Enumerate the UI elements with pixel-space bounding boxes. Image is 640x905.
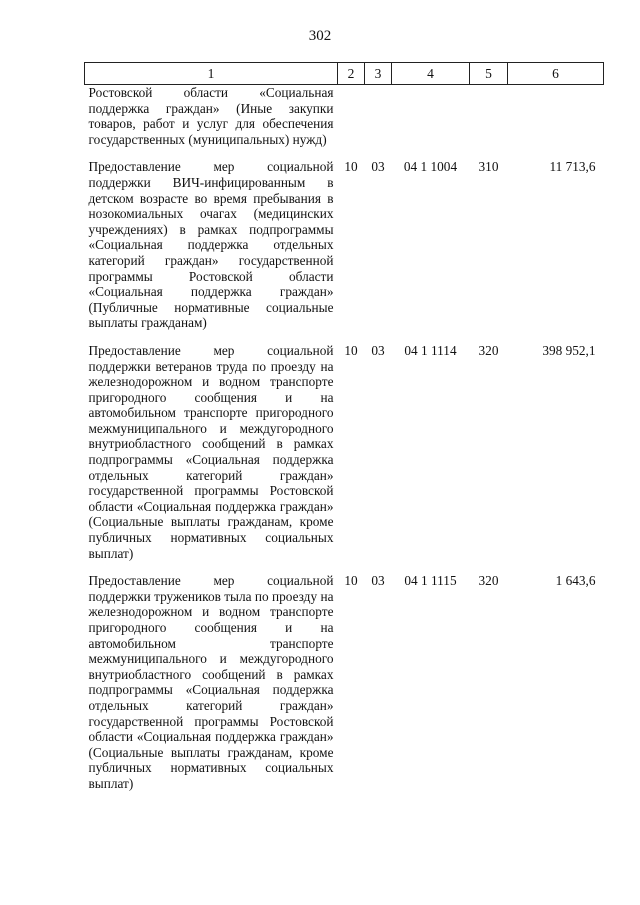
row-section — [338, 85, 365, 158]
row-subsection: 03 — [371, 159, 385, 175]
row-amount: 398 952,1 — [542, 342, 596, 358]
header-col-1: 1 — [85, 63, 338, 85]
header-col-2: 2 — [338, 63, 365, 85]
row-amount — [508, 85, 604, 158]
budget-table — [84, 62, 604, 802]
row-name: Предоставление мер социальной поддержки тружеников тыла по проезду на железнодорожном и водном транспорте пригородного сообщения и на автомобильном транспорте межмуниципального и междугородного внутриобластного сообщений в рамках подпрограммы «Социальная поддержка отдельных категорий граждан» государственной программы Ростовской области «Социальная поддержка граждан» (Социальные выплаты гражданам, кроме публичных нормативных социальных выплат) — [88, 573, 334, 791]
table-row — [85, 571, 604, 801]
table-header-row — [85, 63, 604, 85]
row-section: 10 — [344, 342, 358, 358]
row-expense-type — [470, 85, 508, 158]
row-section: 10 — [344, 573, 358, 589]
row-target-article — [392, 85, 470, 158]
row-name: Предоставление мер социальной поддержки ветеранов труда по проезду на железнодорожном и водном транспорте пригородного сообщения и на автомобильном транспорте пригородного межмуниципального и междугородного внутриобластного сообщений в рамках подпрограммы «Социальная поддержка отдельных категорий граждан» государственной программы Ростовской области «Социальная поддержка граждан» (Социальные выплаты гражданам, кроме публичных нормативных социальных выплат) — [88, 342, 334, 561]
row-expense-type: 310 — [478, 159, 499, 175]
row-subsection: 03 — [371, 573, 385, 589]
row-target-article: 04 1 1114 — [404, 342, 457, 358]
row-subsection — [365, 85, 392, 158]
header-col-4: 4 — [392, 63, 470, 85]
table-row — [85, 341, 604, 571]
row-expense-type: 320 — [478, 342, 499, 358]
page-number: 302 — [308, 28, 332, 44]
row-target-article: 04 1 1115 — [404, 573, 457, 589]
row-name: Ростовской области «Социальная поддержка граждан» (Иные закупки товаров, работ и услуг для обеспечения государственных (муниципальных) нужд) — [88, 85, 334, 147]
header-col-5: 5 — [470, 63, 508, 85]
row-amount: 11 713,6 — [549, 159, 596, 175]
row-expense-type: 320 — [478, 573, 499, 589]
row-section: 10 — [344, 159, 358, 175]
row-amount: 1 643,6 — [555, 573, 596, 589]
table-row — [85, 85, 604, 158]
header-col-6: 6 — [508, 63, 604, 85]
row-name: Предоставление мер социальной поддержки ВИЧ-инфицированным в детском возрасте во время пребывания в нозокомиальных очагах (медицинских учреждениях) в рамках подпрограммы «Социальная поддержка отдельных категорий граждан» государственной программы Ростовской области «Социальная поддержка граждан» (Публичные нормативные социальные выплаты гражданам) — [88, 159, 334, 331]
header-col-3: 3 — [365, 63, 392, 85]
row-subsection: 03 — [371, 342, 385, 358]
table-row — [85, 157, 604, 341]
row-target-article: 04 1 1004 — [403, 159, 458, 175]
